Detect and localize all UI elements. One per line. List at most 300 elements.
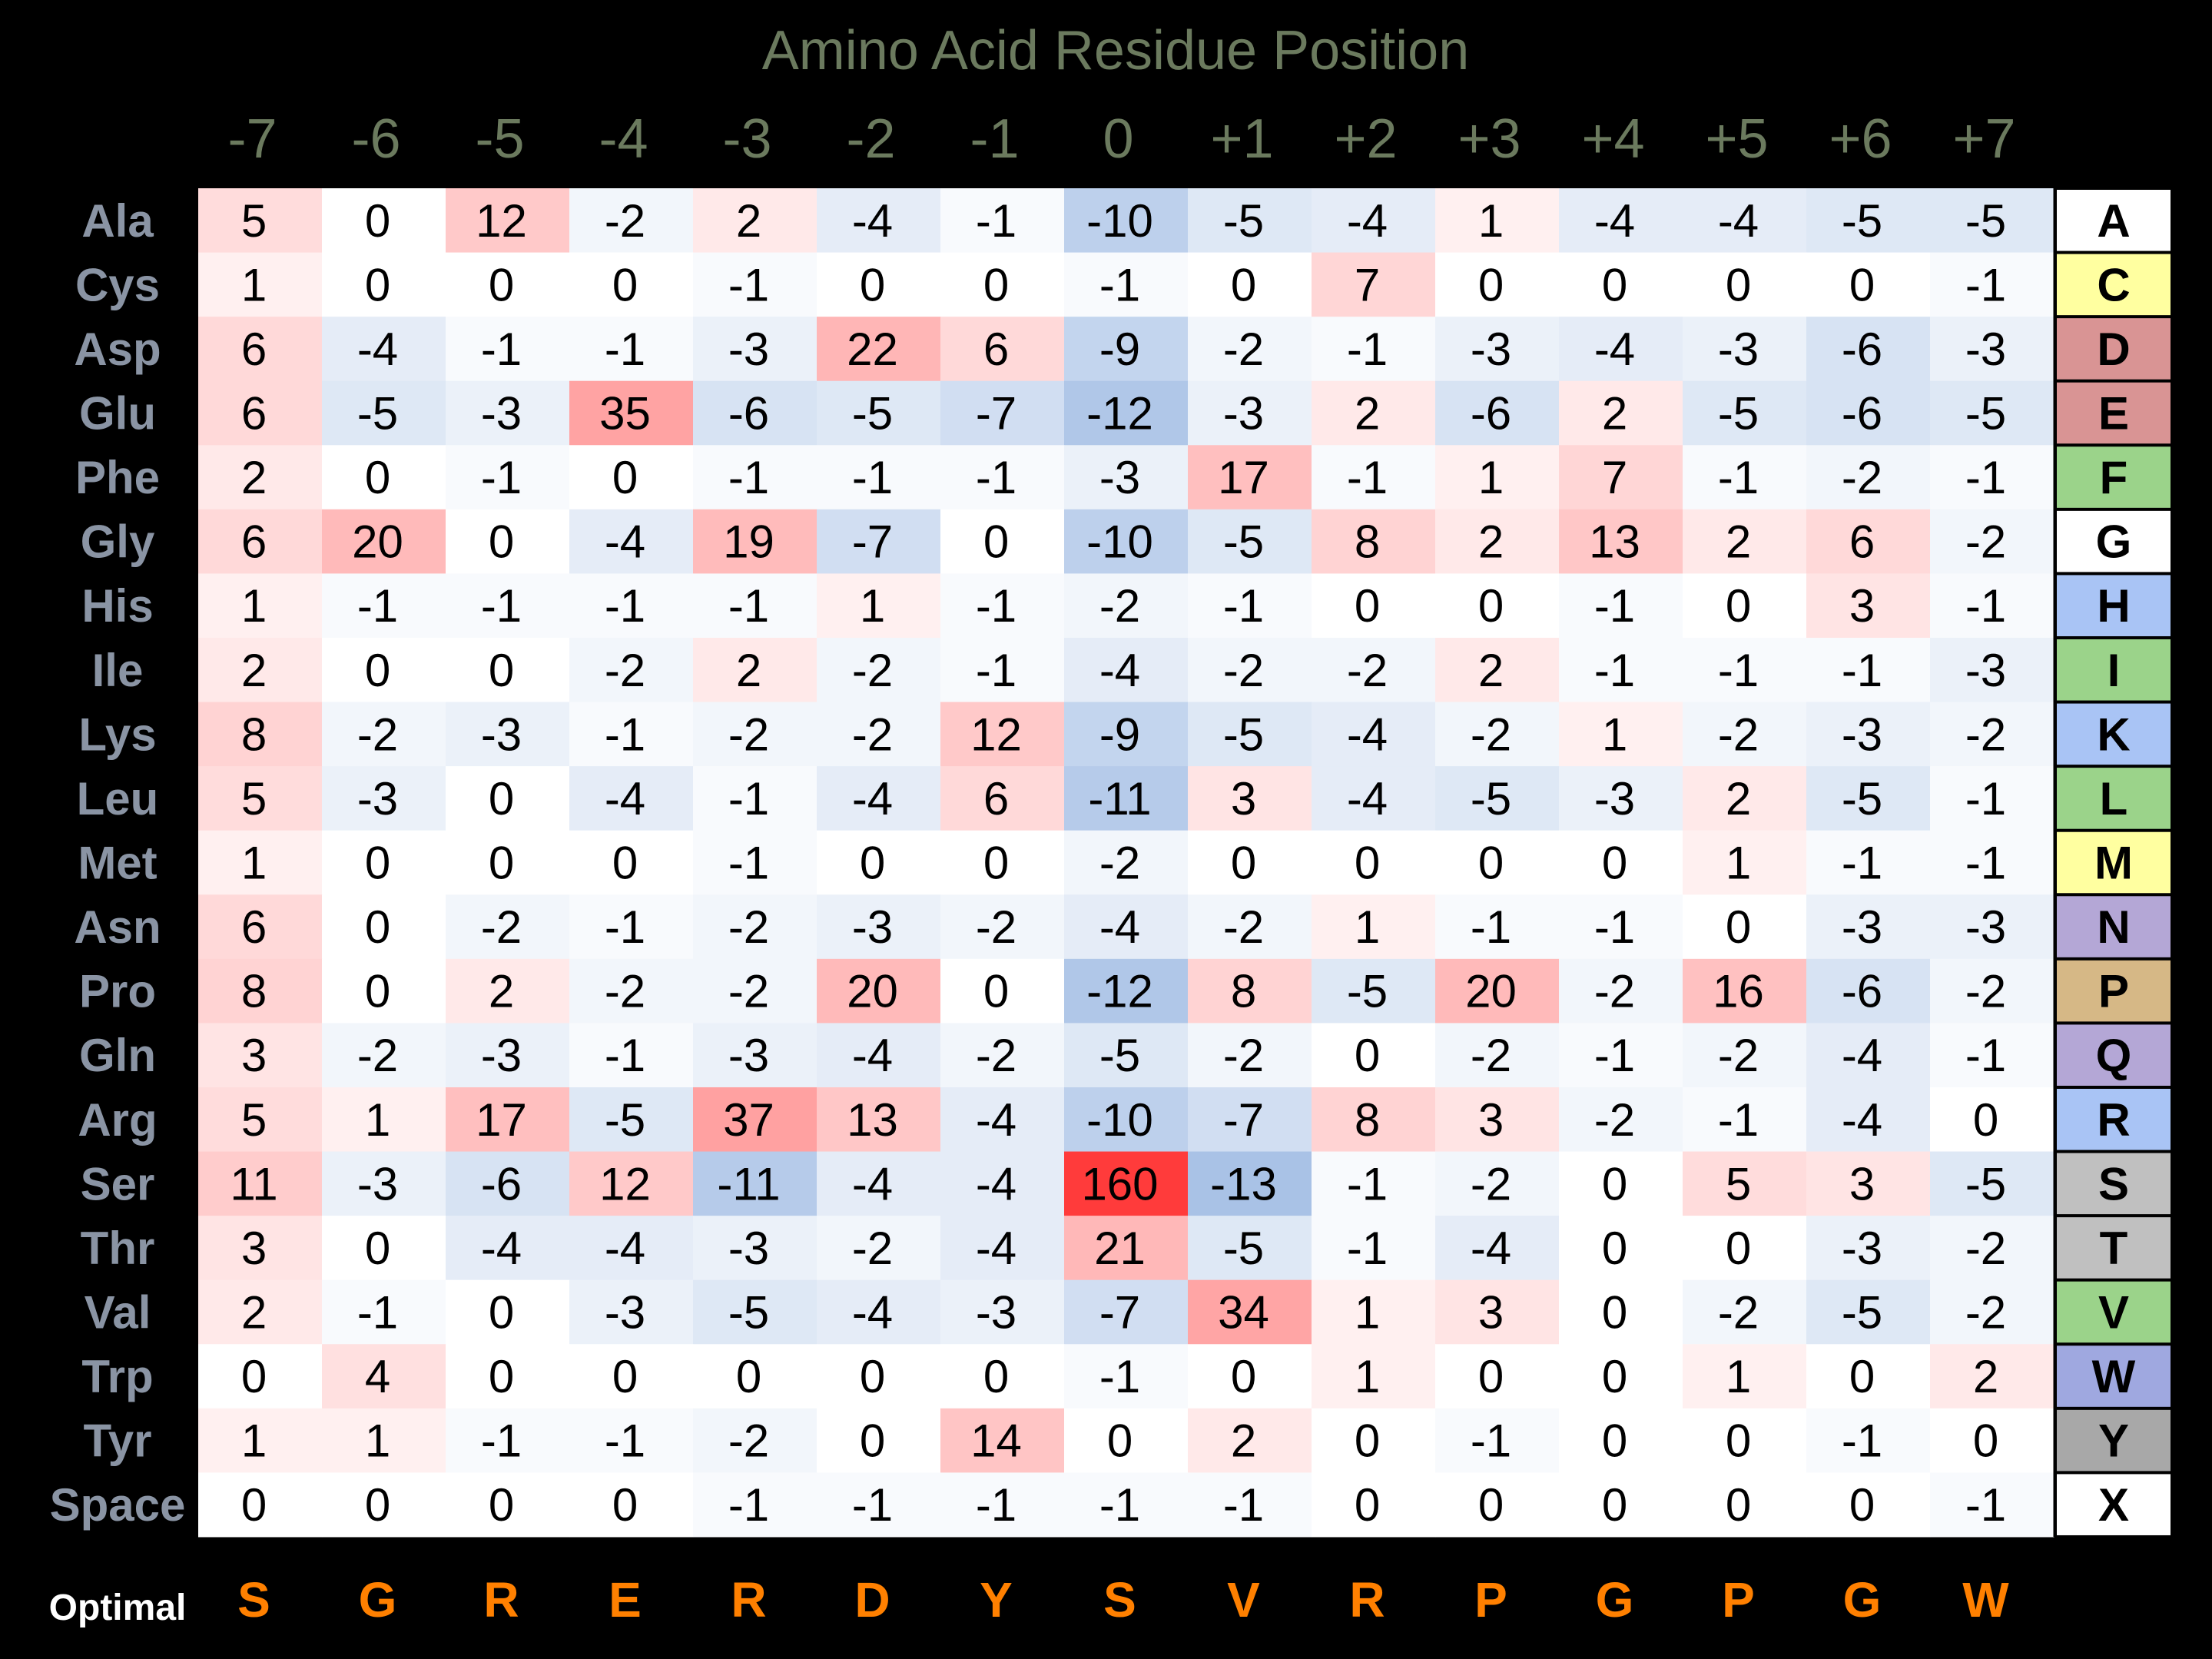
cell-value: 20 — [1465, 965, 1517, 1017]
cell-value: -1 — [728, 772, 770, 825]
cell-value: 0 — [488, 1351, 515, 1403]
cell-value: -6 — [1470, 387, 1512, 440]
cell-value: -2 — [975, 1030, 1017, 1082]
cell-value: -13 — [1210, 1158, 1277, 1210]
cell-value: -1 — [728, 1479, 770, 1531]
cell-value: -1 — [1222, 1479, 1265, 1531]
row-label: Lys — [78, 708, 157, 761]
cell-value: -3 — [728, 323, 770, 375]
residue-letter: K — [2097, 708, 2131, 761]
optimal-residue: D — [854, 1572, 890, 1627]
cell-value: -4 — [975, 1158, 1017, 1210]
cell-value: 0 — [364, 644, 391, 696]
cell-value: 1 — [1477, 452, 1504, 504]
cell-value: -2 — [728, 901, 770, 954]
row-label: Met — [78, 837, 158, 889]
optimal-residue: R — [483, 1572, 519, 1627]
cell-value: 0 — [1849, 259, 1875, 311]
residue-letter: L — [2099, 772, 2128, 825]
cell-value: -1 — [975, 580, 1017, 632]
residue-letter: Q — [2095, 1030, 2132, 1082]
cell-value: 3 — [1230, 772, 1257, 825]
row-label: Glu — [79, 387, 156, 440]
cell-value: -2 — [604, 194, 646, 247]
position-label: +1 — [1210, 108, 1274, 170]
residue-letter: I — [2107, 644, 2121, 696]
optimal-residue: G — [1595, 1572, 1634, 1627]
cell-value: 12 — [476, 194, 527, 247]
cell-value: -1 — [728, 580, 770, 632]
cell-value: 0 — [1725, 901, 1752, 954]
cell-value: 2 — [1230, 1415, 1257, 1467]
cell-value: -1 — [1965, 1030, 2007, 1082]
cell-value: -5 — [1222, 516, 1265, 568]
cell-value: -1 — [851, 1479, 894, 1531]
cell-value: 1 — [1354, 1351, 1381, 1403]
cell-value: 0 — [1601, 1479, 1628, 1531]
cell-value: -3 — [728, 1222, 770, 1274]
cell-value: -3 — [357, 772, 399, 825]
cell-value: 2 — [1725, 516, 1752, 568]
cell-value: -3 — [1222, 387, 1265, 440]
cell-value: 0 — [1972, 1093, 1999, 1146]
cell-value: 1 — [240, 1415, 267, 1467]
row-label: Pro — [78, 965, 157, 1017]
cell-value: -3 — [975, 1286, 1017, 1339]
cell-value: -2 — [1965, 965, 2007, 1017]
cell-value: 0 — [1601, 1286, 1628, 1339]
cell-value: -2 — [1965, 516, 2007, 568]
row-label: Space — [49, 1479, 186, 1531]
cell-value: -1 — [1965, 772, 2007, 825]
residue-letter: C — [2097, 259, 2131, 311]
cell-value: -1 — [480, 452, 522, 504]
cell-value: 0 — [488, 837, 515, 889]
cell-value: 0 — [364, 1222, 391, 1274]
cell-value: -4 — [851, 1030, 894, 1082]
cell-value: -2 — [357, 708, 399, 761]
cell-value: -3 — [851, 901, 894, 954]
cell-value: -2 — [728, 708, 770, 761]
cell-value: -2 — [1470, 1030, 1512, 1082]
cell-value: 11 — [230, 1158, 278, 1210]
cell-value: -1 — [1470, 1415, 1512, 1467]
cell-value: 20 — [847, 965, 898, 1017]
cell-value: -4 — [1841, 1093, 1883, 1146]
position-label: -2 — [846, 108, 896, 170]
cell-value: -4 — [1717, 194, 1759, 247]
cell-value: 0 — [1477, 259, 1504, 311]
position-label: -4 — [599, 108, 648, 170]
cell-value: -1 — [1594, 580, 1636, 632]
cell-value: -5 — [1099, 1030, 1141, 1082]
cell-value: -3 — [480, 387, 522, 440]
row-label: Val — [84, 1286, 151, 1339]
cell-value: -5 — [851, 387, 894, 440]
cell-value: 0 — [240, 1479, 267, 1531]
cell-value: -2 — [1965, 1222, 2007, 1274]
cell-value: 13 — [847, 1093, 898, 1146]
cell-value: 160 — [1081, 1158, 1159, 1210]
cell-value: -12 — [1086, 387, 1153, 440]
cell-value: -1 — [728, 837, 770, 889]
cell-value: 2 — [735, 194, 762, 247]
row-label: His — [81, 580, 154, 632]
cell-value: -5 — [604, 1093, 646, 1146]
cell-value: 0 — [1725, 1415, 1752, 1467]
cell-value: -4 — [1099, 901, 1141, 954]
position-label: 0 — [1103, 108, 1134, 170]
cell-value: 0 — [735, 1351, 762, 1403]
cell-value: -4 — [357, 323, 399, 375]
optimal-residue: R — [731, 1572, 767, 1627]
cell-value: -2 — [604, 965, 646, 1017]
cell-value: -1 — [604, 708, 646, 761]
cell-value: 17 — [476, 1093, 527, 1146]
residue-letter: P — [2098, 965, 2130, 1017]
cell-value: 12 — [599, 1158, 651, 1210]
residue-letter: F — [2099, 452, 2128, 504]
cell-value: -1 — [480, 580, 522, 632]
cell-value: 5 — [240, 194, 267, 247]
cell-value: -3 — [728, 1030, 770, 1082]
cell-value: -11 — [717, 1158, 781, 1210]
cell-value: -4 — [604, 1222, 646, 1274]
residue-letter-column — [2056, 189, 2171, 1536]
cell-value: -1 — [480, 323, 522, 375]
row-label: Thr — [80, 1222, 155, 1274]
cell-value: -1 — [1346, 452, 1388, 504]
cell-value: -6 — [1841, 965, 1883, 1017]
cell-value: 0 — [1230, 1351, 1257, 1403]
cell-value: -2 — [1965, 1286, 2007, 1339]
cell-value: -4 — [604, 772, 646, 825]
row-label: Phe — [75, 452, 161, 504]
cell-value: 0 — [1725, 1479, 1752, 1531]
row-label: Asp — [74, 323, 161, 375]
cell-value: -1 — [975, 194, 1017, 247]
residue-letter: V — [2098, 1286, 2130, 1339]
row-label: Gln — [79, 1030, 156, 1082]
cell-value: 1 — [240, 580, 267, 632]
cell-value: 0 — [1725, 1222, 1752, 1274]
cell-value: 2 — [240, 452, 267, 504]
cell-value: 0 — [240, 1351, 267, 1403]
residue-letter: R — [2097, 1093, 2131, 1146]
cell-value: -1 — [357, 1286, 399, 1339]
optimal-residue: Y — [980, 1572, 1013, 1627]
cell-value: -5 — [1717, 387, 1759, 440]
cell-value: -4 — [1099, 644, 1141, 696]
cell-value: 6 — [240, 323, 267, 375]
cell-value: 0 — [1725, 580, 1752, 632]
cell-value: -1 — [728, 259, 770, 311]
cell-value: -4 — [1346, 772, 1388, 825]
cell-value: 22 — [847, 323, 898, 375]
cell-value: 2 — [488, 965, 515, 1017]
cell-value: -2 — [1841, 452, 1883, 504]
cell-value: 1 — [364, 1093, 391, 1146]
cell-value: 0 — [1849, 1479, 1875, 1531]
residue-letter: G — [2095, 516, 2132, 568]
cell-value: 0 — [612, 1479, 638, 1531]
cell-value: 0 — [364, 259, 391, 311]
cell-value: 0 — [1354, 837, 1381, 889]
cell-value: -4 — [1346, 708, 1388, 761]
cell-value: -4 — [1594, 323, 1636, 375]
cell-value: -3 — [604, 1286, 646, 1339]
cell-value: 12 — [970, 708, 1022, 761]
cell-value: -10 — [1086, 1093, 1153, 1146]
cell-value: -5 — [1965, 194, 2007, 247]
cell-value: 0 — [488, 259, 515, 311]
cell-value: -11 — [1088, 772, 1152, 825]
cell-value: -3 — [1965, 644, 2007, 696]
cell-value: -5 — [1222, 708, 1265, 761]
cell-value: -4 — [851, 1286, 894, 1339]
cell-value: 6 — [1849, 516, 1875, 568]
cell-value: -5 — [728, 1286, 770, 1339]
cell-value: 2 — [240, 644, 267, 696]
position-labels — [227, 108, 2015, 170]
cell-value: -5 — [1841, 194, 1883, 247]
cell-value: 0 — [488, 644, 515, 696]
position-label: -1 — [970, 108, 1020, 170]
cell-value: -2 — [604, 644, 646, 696]
cell-value: -1 — [604, 901, 646, 954]
cell-value: 0 — [1477, 1351, 1504, 1403]
cell-value: 1 — [1601, 708, 1628, 761]
cell-value: -4 — [1594, 194, 1636, 247]
cell-value: -2 — [1594, 965, 1636, 1017]
cell-value: 1 — [859, 580, 886, 632]
cell-value: 2 — [1477, 516, 1504, 568]
cell-value: 0 — [1601, 837, 1628, 889]
cell-value: -1 — [975, 452, 1017, 504]
cell-value: 6 — [983, 323, 1010, 375]
cell-value: -1 — [1965, 837, 2007, 889]
cell-value: -4 — [851, 772, 894, 825]
cell-value: 8 — [240, 708, 267, 761]
cell-value: -2 — [1717, 1030, 1759, 1082]
cell-value: -4 — [975, 1222, 1017, 1274]
cell-value: -1 — [1099, 1479, 1141, 1531]
cell-value: 2 — [735, 644, 762, 696]
cell-value: -2 — [1222, 323, 1265, 375]
position-label: +3 — [1458, 108, 1521, 170]
cell-value: 2 — [240, 1286, 267, 1339]
row-label: Ile — [91, 644, 144, 696]
cell-value: -7 — [1222, 1093, 1265, 1146]
cell-value: 0 — [1601, 1415, 1628, 1467]
cell-value: -2 — [728, 965, 770, 1017]
cell-value: -1 — [728, 452, 770, 504]
cell-value: -10 — [1086, 194, 1153, 247]
cell-value: 3 — [240, 1222, 267, 1274]
position-label: +7 — [1952, 108, 2016, 170]
cell-value: 1 — [1725, 1351, 1752, 1403]
cell-value: 0 — [364, 901, 391, 954]
cell-value: -7 — [1099, 1286, 1141, 1339]
cell-value: 0 — [1601, 1351, 1628, 1403]
residue-letter: S — [2098, 1158, 2130, 1210]
cell-value: -1 — [1346, 1158, 1388, 1210]
cell-value: 0 — [364, 965, 391, 1017]
cell-value: 0 — [364, 452, 391, 504]
cell-value: -4 — [1470, 1222, 1512, 1274]
optimal-residue: P — [1474, 1572, 1507, 1627]
cell-value: -3 — [480, 1030, 522, 1082]
cell-value: -1 — [357, 580, 399, 632]
cell-value: 0 — [612, 1351, 638, 1403]
cell-value: 0 — [612, 452, 638, 504]
cell-value: 8 — [1354, 516, 1381, 568]
position-label: -6 — [351, 108, 401, 170]
cell-value: 17 — [1218, 452, 1269, 504]
cell-value: -4 — [604, 516, 646, 568]
cell-value: -5 — [1841, 1286, 1883, 1339]
optimal-residue: G — [358, 1572, 397, 1627]
cell-value: -1 — [1470, 901, 1512, 954]
cell-value: -4 — [975, 1093, 1017, 1146]
cell-value: 5 — [240, 1093, 267, 1146]
cell-value: 0 — [1477, 580, 1504, 632]
cell-value: -2 — [1222, 901, 1265, 954]
row-label: Ser — [80, 1158, 155, 1210]
cell-value: -6 — [1841, 387, 1883, 440]
optimal-residue: G — [1842, 1572, 1882, 1627]
residue-letter: M — [2094, 837, 2133, 889]
cell-value: 2 — [1477, 644, 1504, 696]
cell-value: 2 — [1354, 387, 1381, 440]
cell-value: -1 — [604, 1415, 646, 1467]
cell-value: -7 — [975, 387, 1017, 440]
cell-value: -3 — [357, 1158, 399, 1210]
cell-value: 6 — [240, 387, 267, 440]
row-label: Trp — [81, 1351, 154, 1403]
cell-value: -3 — [1841, 901, 1883, 954]
cell-value: -5 — [1965, 387, 2007, 440]
row-label: Asn — [74, 901, 161, 954]
cell-value: -5 — [1222, 1222, 1265, 1274]
row-label: Gly — [80, 516, 155, 568]
cell-value: 1 — [1725, 837, 1752, 889]
cell-value: -4 — [851, 194, 894, 247]
optimal-residue: S — [1103, 1572, 1136, 1627]
cell-value: -2 — [1717, 708, 1759, 761]
cell-value: 0 — [859, 1415, 886, 1467]
position-label: -3 — [722, 108, 772, 170]
optimal-residue: W — [1962, 1572, 2009, 1627]
cell-value: -9 — [1099, 708, 1141, 761]
residue-letter: X — [2098, 1479, 2130, 1531]
cell-value: 0 — [488, 1286, 515, 1339]
cell-value: -1 — [1717, 644, 1759, 696]
cell-value: -1 — [1346, 1222, 1388, 1274]
cell-value: -2 — [1099, 580, 1141, 632]
cell-value: -2 — [1965, 708, 2007, 761]
cell-value: -5 — [357, 387, 399, 440]
residue-letter: H — [2097, 580, 2131, 632]
cell-value: -1 — [851, 452, 894, 504]
optimal-label: Optimal — [48, 1588, 187, 1628]
row-label: Leu — [76, 772, 159, 825]
cell-value: -2 — [851, 708, 894, 761]
cell-value: 21 — [1094, 1222, 1146, 1274]
cell-value: -1 — [1717, 452, 1759, 504]
cell-value: -1 — [975, 644, 1017, 696]
cell-value: 1 — [1354, 901, 1381, 954]
cell-value: 0 — [612, 259, 638, 311]
cell-value: 0 — [364, 837, 391, 889]
residue-letter: D — [2097, 323, 2131, 375]
cell-value: -1 — [1841, 837, 1883, 889]
cell-value: 0 — [1230, 837, 1257, 889]
cell-value: -5 — [1346, 965, 1388, 1017]
cell-value: -2 — [1222, 1030, 1265, 1082]
cell-value: 0 — [983, 1351, 1010, 1403]
residue-letter: Y — [2098, 1415, 2130, 1467]
cell-value: -3 — [1841, 708, 1883, 761]
cell-value: 2 — [1972, 1351, 1999, 1403]
cell-value: 0 — [488, 1479, 515, 1531]
cell-value: 0 — [859, 1351, 886, 1403]
cell-value: 14 — [970, 1415, 1022, 1467]
cell-value: 8 — [1354, 1093, 1381, 1146]
cell-value: -1 — [604, 323, 646, 375]
cell-value: -6 — [480, 1158, 522, 1210]
cell-value: 0 — [1106, 1415, 1133, 1467]
cell-value: -2 — [1594, 1093, 1636, 1146]
cell-value: -2 — [1222, 644, 1265, 696]
cell-value: 0 — [1972, 1415, 1999, 1467]
cell-value: 0 — [364, 194, 391, 247]
cell-value: -2 — [728, 1415, 770, 1467]
residue-letter: T — [2099, 1222, 2128, 1274]
cell-value: -12 — [1086, 965, 1153, 1017]
cell-value: -2 — [1346, 644, 1388, 696]
cell-value: -4 — [851, 1158, 894, 1210]
cell-value: -3 — [480, 708, 522, 761]
cell-value: -6 — [728, 387, 770, 440]
cell-value: 34 — [1218, 1286, 1269, 1339]
row-label: Ala — [81, 194, 154, 247]
cell-value: 20 — [352, 516, 403, 568]
cell-value: -1 — [1594, 1030, 1636, 1082]
cell-value: -2 — [851, 1222, 894, 1274]
cell-value: 7 — [1354, 259, 1381, 311]
chart-title: Amino Acid Residue Position — [761, 20, 1470, 81]
cell-value: -1 — [1965, 452, 2007, 504]
cell-value: -3 — [1717, 323, 1759, 375]
cell-value: -1 — [1346, 323, 1388, 375]
cell-value: -1 — [1717, 1093, 1759, 1146]
cell-value: 4 — [364, 1351, 391, 1403]
cell-value: 6 — [240, 901, 267, 954]
cell-value: 0 — [488, 772, 515, 825]
cell-value: 7 — [1601, 452, 1628, 504]
residue-letter: A — [2097, 194, 2131, 247]
cell-value: -2 — [851, 644, 894, 696]
cell-value: -1 — [1099, 1351, 1141, 1403]
cell-value: -1 — [1222, 580, 1265, 632]
cell-value: -5 — [1841, 772, 1883, 825]
cell-value: 5 — [240, 772, 267, 825]
cell-value: 0 — [1601, 259, 1628, 311]
cell-value: 3 — [240, 1030, 267, 1082]
cell-value: 0 — [983, 837, 1010, 889]
residue-letter: W — [2091, 1351, 2136, 1403]
